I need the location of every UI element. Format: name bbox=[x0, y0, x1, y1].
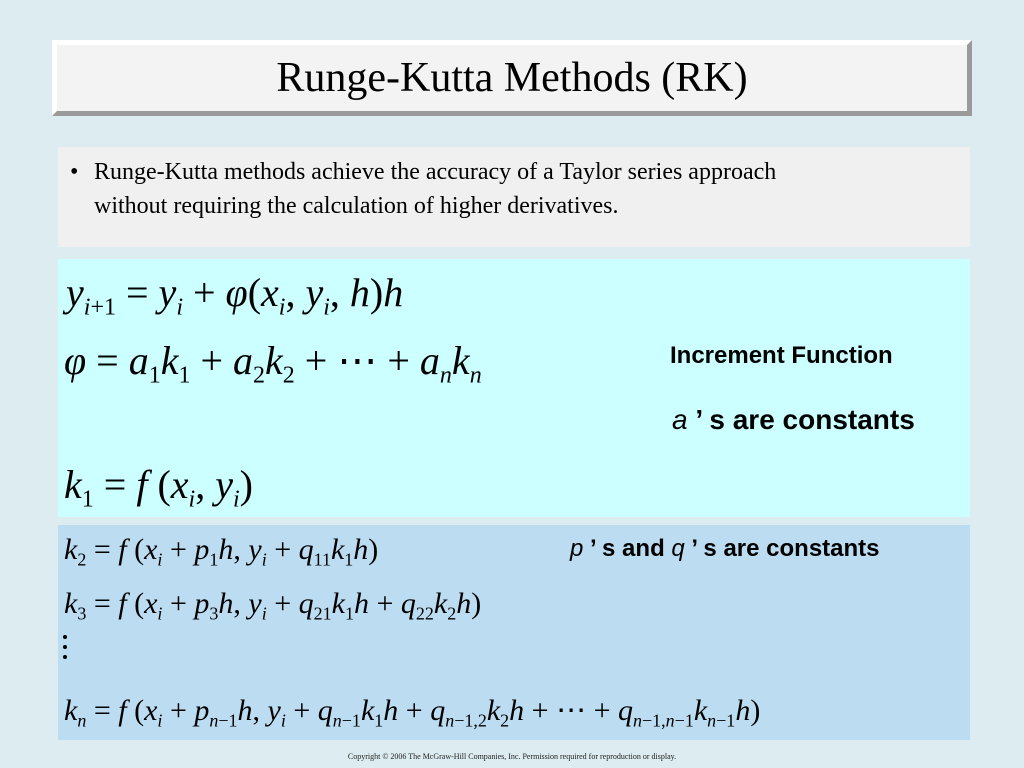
p-symbol: p bbox=[570, 535, 584, 562]
bullet-marker: • bbox=[70, 159, 79, 185]
a-symbol: a bbox=[672, 404, 688, 435]
title-panel bbox=[52, 40, 972, 116]
equation-k3: $k_3 = f$ ($x_i + p_3h$, $y_i + q_{21}k_1h + q_{22}k_2h$) bbox=[64, 587, 482, 624]
equation-k2: $k_2 = f$ ($x_i + p_1h$, $y_i + q_{11}k_1h$) bbox=[64, 533, 379, 570]
equation-kn: $k_n = f$ ($x_i + p_{n-1}h$, $y_i + q_{n-1}k_1h + q_{n-1,2}k_2h$ + ⋯ + $q_{n-1,n-1}k_{n-1}h$) bbox=[64, 694, 761, 731]
bullet-line-2: without requiring the calculation of higher derivatives. bbox=[94, 193, 619, 219]
vertical-ellipsis bbox=[61, 635, 69, 659]
a-constants-label bbox=[672, 404, 915, 436]
bullet-panel bbox=[58, 147, 970, 247]
increment-function-panel bbox=[58, 259, 970, 517]
bullet-text bbox=[94, 155, 776, 223]
equation-y-update: $y_{i+1} = y_i + \varphi(x_i$, $y_i$, h)h bbox=[66, 270, 404, 321]
increment-function-label: Increment Function bbox=[670, 342, 893, 369]
equation-k1: $k_1 = f$ ($x_i$, $y_i$) bbox=[64, 462, 253, 513]
and-text: ’ s and bbox=[583, 535, 672, 562]
pq-constants-label bbox=[570, 535, 880, 563]
a-constants-text: ’ s are constants bbox=[687, 404, 915, 435]
q-symbol: q bbox=[671, 535, 685, 562]
k-terms-panel bbox=[58, 525, 970, 740]
pq-constants-text: ’ s are constants bbox=[684, 535, 880, 562]
slide-title: Runge-Kutta Methods (RK) bbox=[276, 55, 748, 101]
copyright-footer: Copyright © 2006 The McGraw-Hill Companies, Inc. Permission required for reproduction or display. bbox=[347, 752, 677, 761]
bullet-item bbox=[70, 155, 958, 223]
bullet-line-1: Runge-Kutta methods achieve the accuracy of a Taylor series approach bbox=[94, 159, 777, 185]
equation-phi: $\varphi = a_1k_1 + a_2k_2$ + ⋯ + $a_nk_n$ bbox=[64, 338, 482, 389]
